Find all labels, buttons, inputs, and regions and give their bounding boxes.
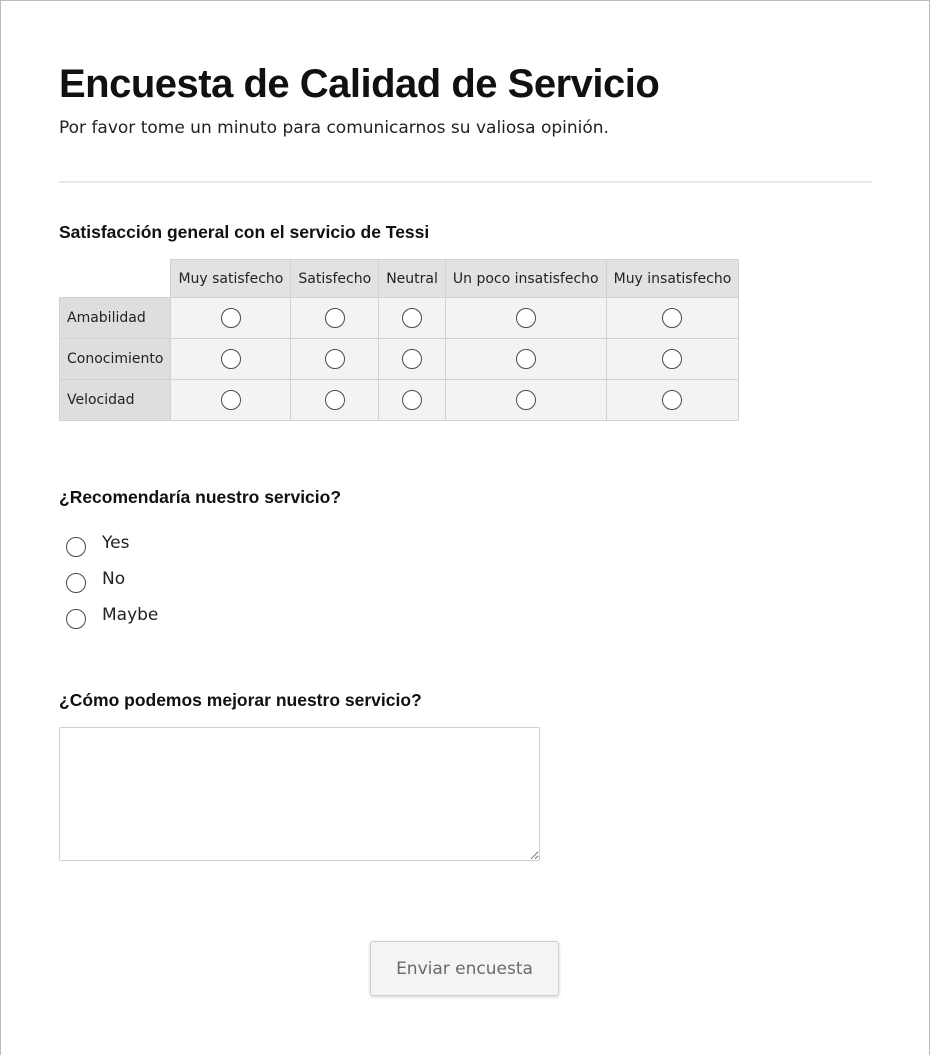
matrix-cell [606,380,739,421]
recommend-option-maybe[interactable] [66,598,158,634]
recommend-option-no[interactable] [66,562,158,598]
matrix-radio[interactable] [662,390,682,410]
matrix-radio[interactable] [402,308,422,328]
matrix-row-label: Conocimiento [60,339,171,380]
matrix-radio[interactable] [325,349,345,369]
matrix-cell [445,339,606,380]
matrix-row [60,380,739,421]
matrix-cell [606,298,739,339]
matrix-radio[interactable] [221,308,241,328]
matrix-cell [171,298,291,339]
recommend-option-yes[interactable] [66,526,158,562]
matrix-question-label: Satisfacción general con el servicio de Tessi [59,222,430,242]
radio-maybe[interactable] [66,609,86,629]
matrix-header-row [60,260,739,298]
matrix-row [60,339,739,380]
matrix-cell [171,380,291,421]
matrix-cell [379,380,446,421]
matrix-column-header: Neutral [379,260,446,298]
option-label: No [102,569,126,589]
matrix-corner [60,260,171,298]
divider [59,181,872,183]
matrix-radio[interactable] [325,390,345,410]
recommend-question-label: ¿Recomendaría nuestro servicio? [59,487,342,507]
matrix-radio[interactable] [662,308,682,328]
matrix-cell [291,380,379,421]
matrix-radio[interactable] [516,390,536,410]
matrix-cell [606,339,739,380]
matrix-cell [445,380,606,421]
radio-no[interactable] [66,573,86,593]
matrix-cell [171,339,291,380]
improvement-textarea[interactable] [59,727,540,861]
page-title: Encuesta de Calidad de Servicio [59,62,660,106]
matrix-radio[interactable] [402,349,422,369]
satisfaction-matrix [59,259,739,421]
matrix-cell [291,339,379,380]
matrix-radio[interactable] [325,308,345,328]
radio-yes[interactable] [66,537,86,557]
matrix-radio[interactable] [516,349,536,369]
matrix-row-label: Amabilidad [60,298,171,339]
submit-button[interactable]: Enviar encuesta [370,941,559,996]
matrix-cell [291,298,379,339]
matrix-column-header: Muy satisfecho [171,260,291,298]
matrix-radio[interactable] [662,349,682,369]
matrix-radio[interactable] [221,349,241,369]
matrix-row-label: Velocidad [60,380,171,421]
matrix-cell [379,298,446,339]
matrix-row [60,298,739,339]
matrix-column-header: Un poco insatisfecho [445,260,606,298]
improve-question-label: ¿Cómo podemos mejorar nuestro servicio? [59,690,422,710]
matrix-cell [379,339,446,380]
page-subtitle: Por favor tome un minuto para comunicarnos su valiosa opinión. [59,118,609,138]
matrix-cell [445,298,606,339]
matrix-radio[interactable] [221,390,241,410]
matrix-radio[interactable] [402,390,422,410]
recommend-options [66,526,158,634]
option-label: Yes [102,533,130,553]
option-label: Maybe [102,605,159,625]
matrix-column-header: Muy insatisfecho [606,260,739,298]
matrix-column-header: Satisfecho [291,260,379,298]
matrix-radio[interactable] [516,308,536,328]
